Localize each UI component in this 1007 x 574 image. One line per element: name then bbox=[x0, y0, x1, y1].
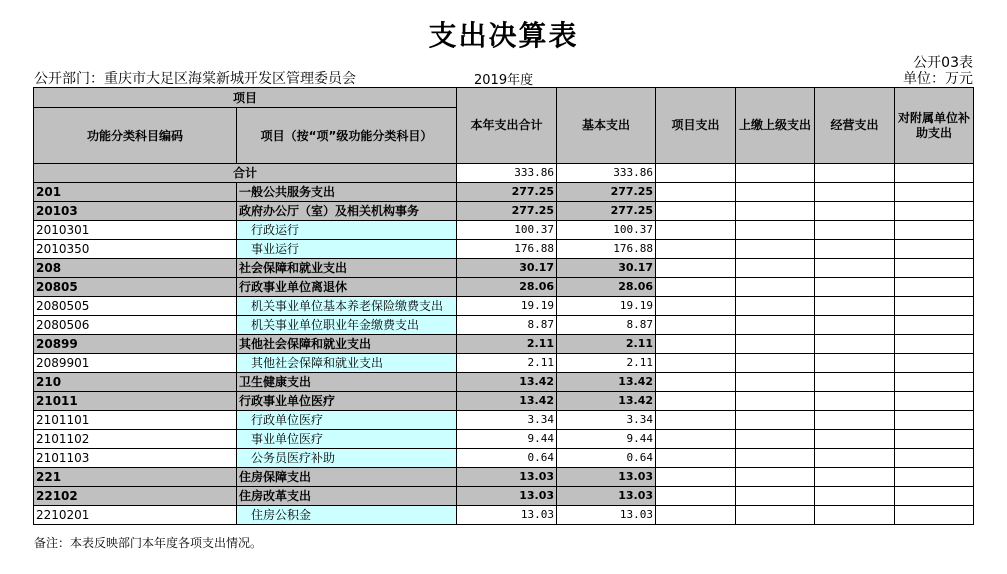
code-cell: 201 bbox=[34, 183, 237, 202]
total-cell: 2.11 bbox=[457, 354, 557, 373]
basic-cell: 3.34 bbox=[557, 411, 656, 430]
name-cell: 事业运行 bbox=[237, 240, 457, 259]
table-row bbox=[34, 335, 974, 354]
table-row bbox=[34, 316, 974, 335]
empty-cell bbox=[736, 449, 815, 468]
empty-cell bbox=[895, 335, 974, 354]
basic-cell: 28.06 bbox=[557, 278, 656, 297]
empty-cell bbox=[815, 468, 895, 487]
code-cell: 221 bbox=[34, 468, 237, 487]
empty-cell bbox=[815, 354, 895, 373]
code-cell: 2080505 bbox=[34, 297, 237, 316]
empty-cell bbox=[815, 278, 895, 297]
total-cell: 13.42 bbox=[457, 373, 557, 392]
table-row bbox=[34, 411, 974, 430]
table-row bbox=[34, 468, 974, 487]
basic-cell: 2.11 bbox=[557, 335, 656, 354]
expenditure-table bbox=[33, 87, 974, 525]
basic-cell: 13.03 bbox=[557, 506, 656, 525]
empty-cell bbox=[895, 468, 974, 487]
code-cell: 2101103 bbox=[34, 449, 237, 468]
total-value: 333.86 bbox=[457, 164, 557, 183]
empty-cell bbox=[895, 240, 974, 259]
empty-cell bbox=[656, 430, 736, 449]
table-row bbox=[34, 506, 974, 525]
empty-cell bbox=[895, 278, 974, 297]
code-cell: 2101102 bbox=[34, 430, 237, 449]
table-row bbox=[34, 183, 974, 202]
code-cell: 22102 bbox=[34, 487, 237, 506]
project-header: 项目支出 bbox=[656, 88, 736, 164]
name-cell: 住房保障支出 bbox=[237, 468, 457, 487]
total-header: 本年支出合计 bbox=[457, 88, 557, 164]
code-cell: 21011 bbox=[34, 392, 237, 411]
table-row bbox=[34, 373, 974, 392]
empty-cell bbox=[656, 278, 736, 297]
code-header: 功能分类科目编码 bbox=[34, 108, 237, 164]
empty-cell bbox=[895, 411, 974, 430]
name-header: 项目（按“项”级功能分类科目） bbox=[237, 108, 457, 164]
total-cell: 19.19 bbox=[457, 297, 557, 316]
empty-cell bbox=[736, 392, 815, 411]
empty-cell bbox=[895, 297, 974, 316]
department-label: 公开部门：重庆市大足区海棠新城开发区管理委员会 bbox=[34, 71, 356, 87]
total-cell: 0.64 bbox=[457, 449, 557, 468]
total-basic-value: 333.86 bbox=[557, 164, 656, 183]
table-row bbox=[34, 278, 974, 297]
total-cell: 277.25 bbox=[457, 183, 557, 202]
empty-cell bbox=[736, 278, 815, 297]
code-cell: 210 bbox=[34, 373, 237, 392]
empty-cell bbox=[736, 411, 815, 430]
total-cell: 13.42 bbox=[457, 392, 557, 411]
name-cell: 政府办公厅（室）及相关机构事务 bbox=[237, 202, 457, 221]
empty-cell bbox=[895, 316, 974, 335]
page-title: 支出决算表 bbox=[428, 19, 579, 52]
empty-cell bbox=[736, 183, 815, 202]
empty-cell bbox=[736, 506, 815, 525]
name-cell: 行政事业单位离退休 bbox=[237, 278, 457, 297]
name-cell: 社会保障和就业支出 bbox=[237, 259, 457, 278]
item-group-header: 项目 bbox=[34, 88, 457, 108]
empty-cell bbox=[815, 240, 895, 259]
name-cell: 其他社会保障和就业支出 bbox=[237, 335, 457, 354]
empty-cell bbox=[895, 487, 974, 506]
empty-cell bbox=[815, 297, 895, 316]
total-cell: 3.34 bbox=[457, 411, 557, 430]
total-cell: 9.44 bbox=[457, 430, 557, 449]
empty-cell bbox=[815, 411, 895, 430]
table-row bbox=[34, 202, 974, 221]
form-code: 公开03表 bbox=[913, 55, 973, 71]
empty-cell bbox=[815, 316, 895, 335]
empty-cell bbox=[656, 335, 736, 354]
basic-cell: 0.64 bbox=[557, 449, 656, 468]
code-cell: 20103 bbox=[34, 202, 237, 221]
subsidy-header: 对附属单位补助支出 bbox=[895, 88, 974, 164]
empty-cell bbox=[815, 487, 895, 506]
empty-cell bbox=[656, 506, 736, 525]
table-row bbox=[34, 221, 974, 240]
total-cell: 28.06 bbox=[457, 278, 557, 297]
empty-cell bbox=[895, 354, 974, 373]
empty-cell bbox=[815, 259, 895, 278]
empty-cell bbox=[736, 373, 815, 392]
name-cell: 一般公共服务支出 bbox=[237, 183, 457, 202]
empty-cell bbox=[895, 373, 974, 392]
empty-cell bbox=[736, 354, 815, 373]
code-cell: 20805 bbox=[34, 278, 237, 297]
name-cell: 住房改革支出 bbox=[237, 487, 457, 506]
total-cell: 8.87 bbox=[457, 316, 557, 335]
name-cell: 机关事业单位职业年金缴费支出 bbox=[237, 316, 457, 335]
basic-cell: 8.87 bbox=[557, 316, 656, 335]
empty-cell bbox=[736, 240, 815, 259]
business-header: 经营支出 bbox=[815, 88, 895, 164]
empty-cell bbox=[736, 430, 815, 449]
empty-cell bbox=[815, 183, 895, 202]
empty-cell bbox=[656, 316, 736, 335]
table-row bbox=[34, 240, 974, 259]
code-cell: 2080506 bbox=[34, 316, 237, 335]
name-cell: 住房公积金 bbox=[237, 506, 457, 525]
code-cell: 2210201 bbox=[34, 506, 237, 525]
empty-cell bbox=[736, 297, 815, 316]
upper-header: 上缴上级支出 bbox=[736, 88, 815, 164]
name-cell: 其他社会保障和就业支出 bbox=[237, 354, 457, 373]
footnote: 备注：本表反映部门本年度各项支出情况。 bbox=[34, 536, 263, 550]
table-row bbox=[34, 354, 974, 373]
empty-cell bbox=[895, 202, 974, 221]
empty-cell bbox=[736, 335, 815, 354]
empty-cell bbox=[656, 487, 736, 506]
table-row bbox=[34, 297, 974, 316]
basic-cell: 13.42 bbox=[557, 373, 656, 392]
basic-cell: 277.25 bbox=[557, 202, 656, 221]
name-cell: 事业单位医疗 bbox=[237, 430, 457, 449]
basic-cell: 13.03 bbox=[557, 487, 656, 506]
empty-cell bbox=[656, 468, 736, 487]
code-cell: 2101101 bbox=[34, 411, 237, 430]
total-row bbox=[34, 164, 974, 183]
empty-cell bbox=[656, 411, 736, 430]
empty-cell bbox=[736, 316, 815, 335]
empty-cell bbox=[656, 449, 736, 468]
name-cell: 行政事业单位医疗 bbox=[237, 392, 457, 411]
empty-cell bbox=[815, 335, 895, 354]
basic-cell: 2.11 bbox=[557, 354, 656, 373]
name-cell: 公务员医疗补助 bbox=[237, 449, 457, 468]
empty-cell bbox=[815, 202, 895, 221]
table-row bbox=[34, 430, 974, 449]
basic-cell: 9.44 bbox=[557, 430, 656, 449]
empty-cell bbox=[736, 487, 815, 506]
empty-cell bbox=[656, 354, 736, 373]
total-cell: 100.37 bbox=[457, 221, 557, 240]
code-cell: 208 bbox=[34, 259, 237, 278]
empty-cell bbox=[815, 392, 895, 411]
code-cell: 2010350 bbox=[34, 240, 237, 259]
empty-cell bbox=[815, 373, 895, 392]
table-row bbox=[34, 392, 974, 411]
empty-cell bbox=[895, 449, 974, 468]
empty-cell bbox=[736, 468, 815, 487]
code-cell: 20899 bbox=[34, 335, 237, 354]
empty-cell bbox=[736, 202, 815, 221]
total-cell: 13.03 bbox=[457, 506, 557, 525]
basic-cell: 100.37 bbox=[557, 221, 656, 240]
basic-cell: 30.17 bbox=[557, 259, 656, 278]
total-cell: 13.03 bbox=[457, 468, 557, 487]
empty-cell bbox=[656, 183, 736, 202]
year-label: 2019年度 bbox=[474, 73, 534, 88]
total-cell: 176.88 bbox=[457, 240, 557, 259]
empty-cell bbox=[895, 259, 974, 278]
code-cell: 2089901 bbox=[34, 354, 237, 373]
empty-cell bbox=[736, 221, 815, 240]
empty-cell bbox=[815, 506, 895, 525]
total-cell: 13.03 bbox=[457, 487, 557, 506]
table-row bbox=[34, 259, 974, 278]
empty-cell bbox=[656, 221, 736, 240]
empty-cell bbox=[815, 449, 895, 468]
name-cell: 行政运行 bbox=[237, 221, 457, 240]
code-cell: 2010301 bbox=[34, 221, 237, 240]
empty-cell bbox=[656, 373, 736, 392]
basic-cell: 176.88 bbox=[557, 240, 656, 259]
name-cell: 行政单位医疗 bbox=[237, 411, 457, 430]
empty-cell bbox=[895, 183, 974, 202]
total-cell: 2.11 bbox=[457, 335, 557, 354]
total-cell: 277.25 bbox=[457, 202, 557, 221]
basic-cell: 277.25 bbox=[557, 183, 656, 202]
empty-cell bbox=[815, 221, 895, 240]
empty-cell bbox=[656, 259, 736, 278]
empty-cell bbox=[656, 297, 736, 316]
empty-cell bbox=[895, 221, 974, 240]
empty-cell bbox=[895, 506, 974, 525]
table-row bbox=[34, 487, 974, 506]
empty-cell bbox=[656, 392, 736, 411]
empty-cell bbox=[656, 240, 736, 259]
total-label: 合计 bbox=[34, 164, 457, 183]
basic-header: 基本支出 bbox=[557, 88, 656, 164]
basic-cell: 13.42 bbox=[557, 392, 656, 411]
table-row bbox=[34, 449, 974, 468]
total-cell: 30.17 bbox=[457, 259, 557, 278]
empty-cell bbox=[656, 202, 736, 221]
empty-cell bbox=[895, 392, 974, 411]
unit-label: 单位：万元 bbox=[903, 71, 973, 87]
basic-cell: 19.19 bbox=[557, 297, 656, 316]
name-cell: 卫生健康支出 bbox=[237, 373, 457, 392]
basic-cell: 13.03 bbox=[557, 468, 656, 487]
empty-cell bbox=[736, 259, 815, 278]
empty-cell bbox=[895, 430, 974, 449]
empty-cell bbox=[815, 430, 895, 449]
name-cell: 机关事业单位基本养老保险缴费支出 bbox=[237, 297, 457, 316]
